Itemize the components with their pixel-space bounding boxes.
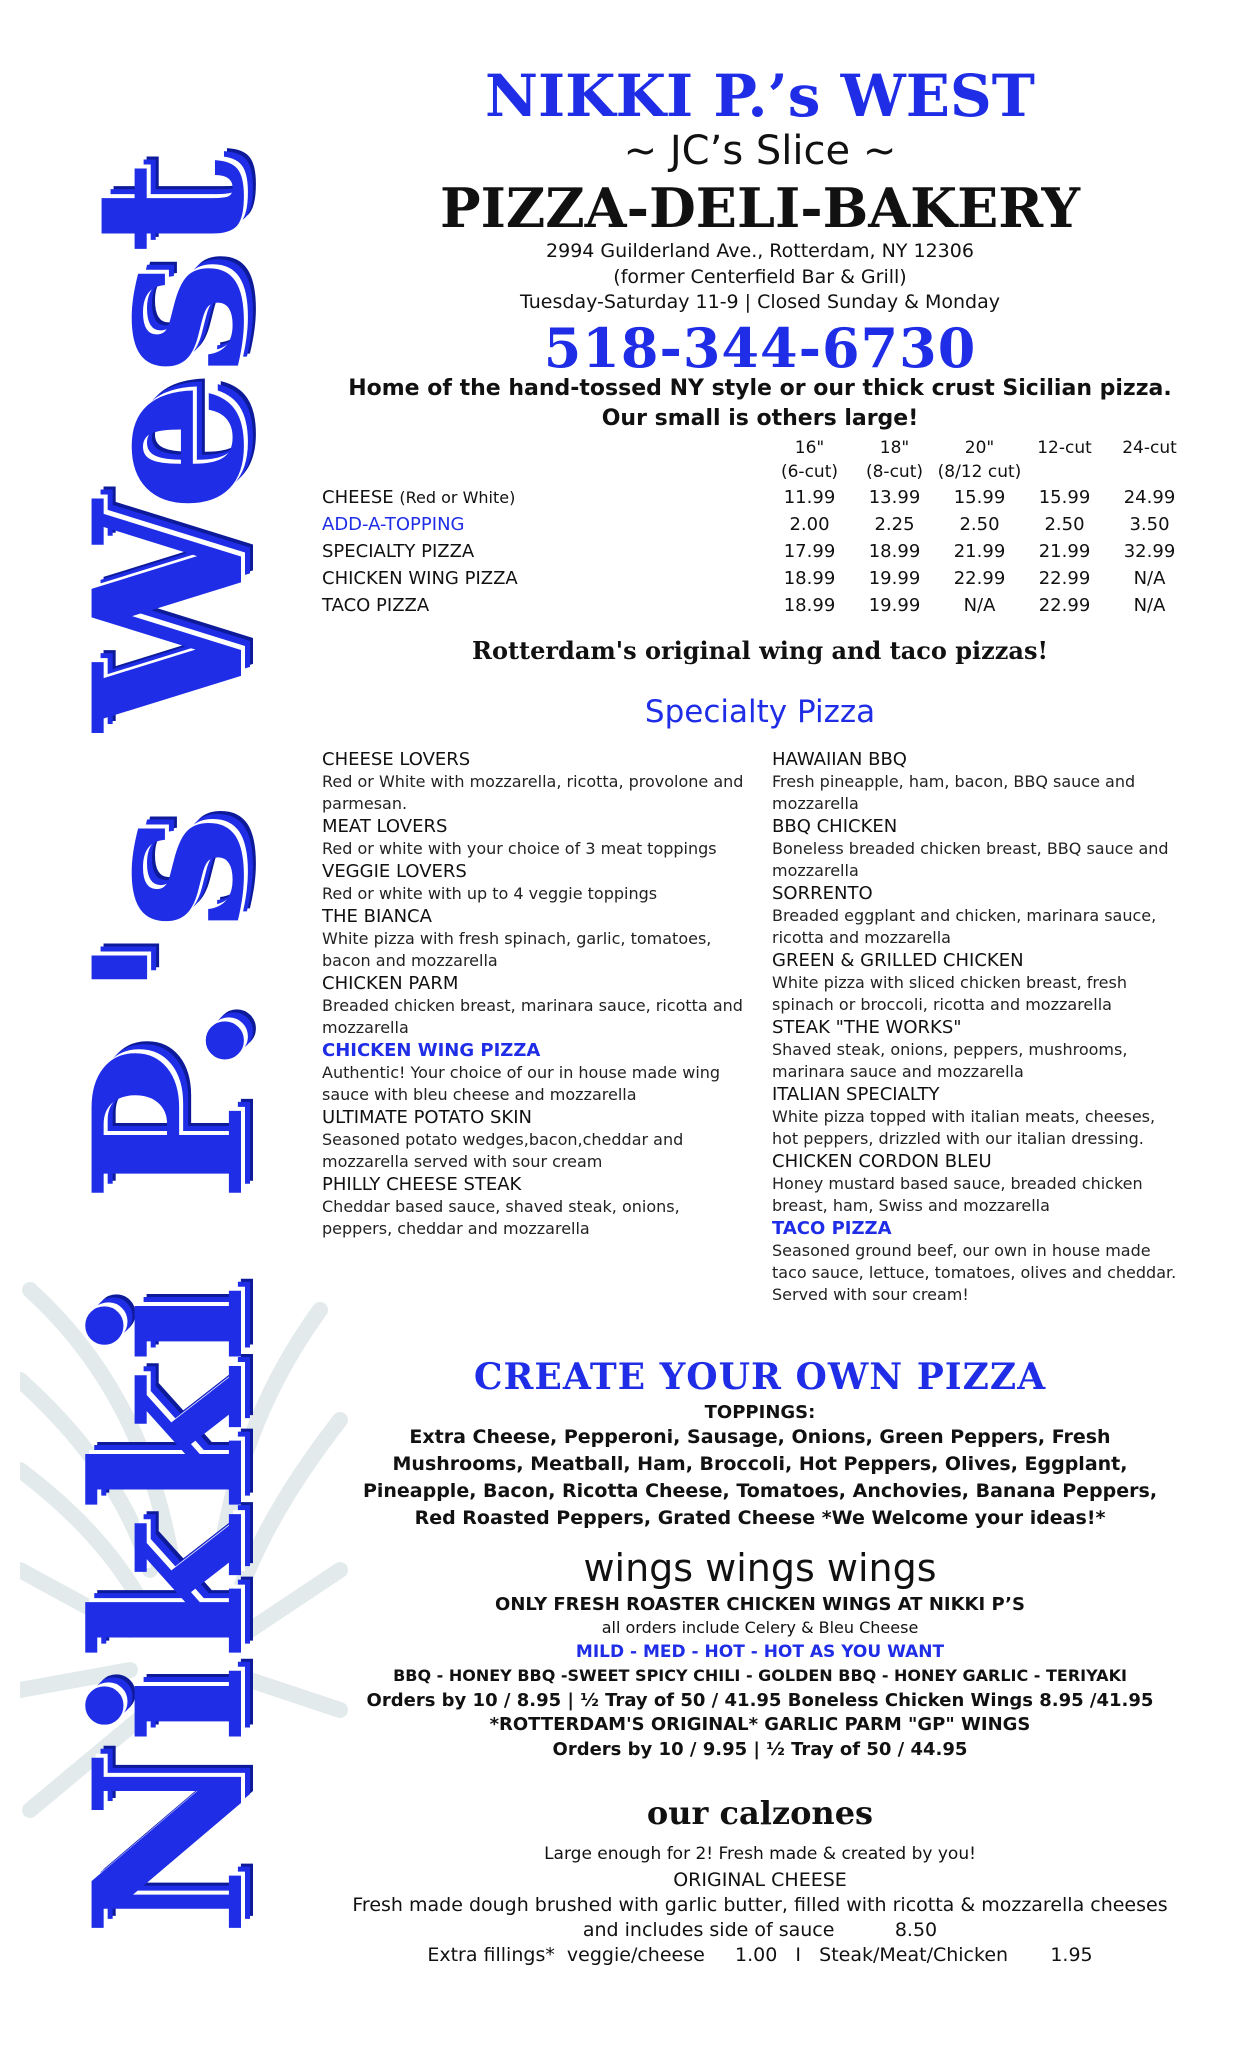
logo-text: Nikki P.'s West — [50, 153, 290, 1937]
item-name: STEAK "THE WORKS" — [772, 1017, 962, 1038]
price-cell: 11.99 — [783, 487, 836, 508]
row-name: SPECIALTY PIZZA — [322, 541, 475, 562]
col-16: 16" — [794, 438, 825, 458]
item-desc: White pizza with sliced chicken breast, fresh spinach or broccoli, ricotta and mozzarella — [772, 973, 1127, 1014]
item-desc: Shaved steak, onions, peppers, mushrooms, marinara sauce and mozzarella — [772, 1040, 1128, 1081]
wings-flavors: BBQ - HONEY BBQ -SWEET SPICY CHILI - GOLDEN BBQ - HONEY GARLIC - TERIYAKI — [393, 1666, 1127, 1685]
item-desc: Breaded eggplant and chicken, marinara sauce, ricotta and mozzarella — [772, 906, 1157, 947]
item-desc: Red or White with mozzarella, ricotta, provolone and parmesan. — [322, 772, 744, 813]
list-item — [772, 815, 1184, 882]
item-name: BBQ CHICKEN — [772, 816, 898, 837]
wings-prices-1: Orders by 10 / 8.95 | ½ Tray of 50 / 41.95 Boneless Chicken Wings 8.95 /41.95 — [366, 1690, 1154, 1711]
list-item — [772, 1083, 1184, 1150]
table-row — [322, 511, 1192, 538]
item-name: HAWAIIAN BBQ — [772, 749, 907, 770]
price-cell: N/A — [1133, 595, 1166, 616]
list-item — [322, 972, 752, 1039]
calzones-line-2: ORIGINAL CHEESE — [673, 1869, 847, 1891]
wings-heat-levels: MILD - MED - HOT - HOT AS YOU WANT — [575, 1642, 945, 1662]
price-cell: 18.99 — [783, 595, 836, 616]
item-desc: Honey mustard based sauce, breaded chicken breast, ham, Swiss and mozzarella — [772, 1174, 1143, 1215]
price-cell: N/A — [963, 595, 996, 616]
price-cell: 22.99 — [953, 568, 1006, 589]
price-cell: 22.99 — [1038, 568, 1091, 589]
category-title: PIZZA-DELI-BAKERY — [439, 176, 1081, 240]
item-name: CHICKEN WING PIZZA — [322, 1040, 541, 1061]
price-cell: 19.99 — [868, 595, 921, 616]
wings-line-1: ONLY FRESH ROASTER CHICKEN WINGS AT NIKKI P’S — [495, 1594, 1025, 1615]
row-name: ADD-A-TOPPING — [322, 514, 465, 535]
list-item — [772, 1217, 1184, 1306]
price-cell: 32.99 — [1123, 541, 1176, 562]
price-cell: 2.25 — [874, 514, 915, 535]
calzones-line-3: Fresh made dough brushed with garlic butter, filled with ricotta & mozzarella cheeses — [352, 1894, 1168, 1916]
vertical-logo — [40, 130, 300, 1960]
item-name: CHEESE LOVERS — [322, 749, 471, 770]
subcol-18: (8-cut) — [865, 462, 923, 482]
item-desc: Authentic! Your choice of our in house made wing sauce with bleu cheese and mozzarella — [322, 1063, 721, 1104]
price-cell: 15.99 — [953, 487, 1006, 508]
subcol-16: (6-cut) — [780, 462, 838, 482]
list-item — [322, 1039, 752, 1106]
toppings-label: TOPPINGS: — [704, 1402, 816, 1423]
price-cell: 21.99 — [1038, 541, 1091, 562]
item-desc: Seasoned ground beef, our own in house made taco sauce, lettuce, tomatoes, olives and cheddar. Served with sour cream! — [772, 1241, 1177, 1304]
row-name: TACO PIZZA — [322, 595, 430, 616]
row-name: CHICKEN WING PIZZA — [322, 568, 518, 589]
address: 2994 Guilderland Ave., Rotterdam, NY 12306 — [546, 240, 974, 262]
table-row — [322, 592, 1192, 619]
specialty-left-column — [322, 748, 752, 1240]
price-cell: 19.99 — [868, 568, 921, 589]
item-name: TACO PIZZA — [772, 1218, 892, 1239]
table-row — [322, 538, 1192, 565]
list-item — [772, 748, 1184, 815]
restaurant-name: NIKKI P.’s WEST — [485, 62, 1035, 130]
subcol-20: (8/12 cut) — [937, 462, 1022, 482]
wings-prices-2: Orders by 10 / 9.95 | ½ Tray of 50 / 44.95 — [552, 1739, 968, 1760]
item-name: CHICKEN PARM — [322, 973, 459, 994]
subcol-24cut — [1107, 460, 1192, 484]
calzones-heading: our calzones — [646, 1794, 874, 1832]
subcol-12cut — [1022, 460, 1107, 484]
phone-number[interactable]: 518-344-6730 — [543, 316, 977, 380]
item-desc: White pizza with fresh spinach, garlic, tomatoes, bacon and mozzarella — [322, 929, 712, 970]
col-12cut: 12-cut — [1037, 438, 1092, 458]
item-desc: White pizza topped with italian meats, cheeses, hot peppers, drizzled with our italian dressing. — [772, 1107, 1156, 1148]
calzones-line-1: Large enough for 2! Fresh made & created by you! — [544, 1844, 976, 1864]
price-header-row — [322, 436, 1192, 460]
price-cell: 13.99 — [868, 487, 921, 508]
table-row — [322, 565, 1192, 592]
wings-heading: wings wings wings — [583, 1546, 937, 1590]
price-cell: 18.99 — [783, 568, 836, 589]
wings-gp: *ROTTERDAM'S ORIGINAL* GARLIC PARM "GP" WINGS — [489, 1714, 1031, 1735]
col-18: 18" — [879, 438, 910, 458]
item-desc: Fresh pineapple, ham, bacon, BBQ sauce and mozzarella — [772, 772, 1136, 813]
col-20: 20" — [964, 438, 995, 458]
list-item — [772, 882, 1184, 949]
former-name: (former Centerfield Bar & Grill) — [613, 266, 907, 288]
col-24cut: 24-cut — [1122, 438, 1177, 458]
row-name: CHEESE — [322, 487, 394, 508]
item-name: MEAT LOVERS — [322, 816, 448, 837]
item-name: GREEN & GRILLED CHICKEN — [772, 950, 1024, 971]
price-cell: 2.50 — [959, 514, 1000, 535]
original-pizzas-line: Rotterdam's original wing and taco pizzas! — [472, 636, 1048, 665]
list-item — [322, 905, 752, 972]
item-desc: Cheddar based sauce, shaved steak, onions, peppers, cheddar and mozzarella — [322, 1197, 680, 1238]
item-name: PHILLY CHEESE STEAK — [322, 1174, 522, 1195]
item-name: THE BIANCA — [322, 906, 432, 927]
list-item — [772, 1016, 1184, 1083]
item-desc: Red or white with up to 4 veggie toppings — [322, 884, 658, 903]
item-desc: Seasoned potato wedges,bacon,cheddar and mozzarella served with sour cream — [322, 1130, 684, 1171]
specialty-heading: Specialty Pizza — [644, 694, 876, 730]
list-item — [772, 949, 1184, 1016]
specialty-right-column — [772, 748, 1184, 1306]
calzones-line-4: and includes side of sauce 8.50 — [582, 1919, 938, 1941]
list-item — [322, 860, 752, 905]
calzones-line-5: Extra fillings* veggie/cheese 1.00 I Steak/Meat/Chicken 1.95 — [427, 1944, 1093, 1966]
price-subheader-row — [322, 460, 1192, 484]
hours: Tuesday-Saturday 11-9 | Closed Sunday & Monday — [520, 291, 1000, 313]
toppings-list: Extra Cheese, Pepperoni, Sausage, Onions, Green Peppers, Fresh Mushrooms, Meatball, Ham, Broccoli, Hot Peppers, Olives, Eggplant, Pineapple, Bacon, Ricotta Cheese, Tomatoes, Anchovies, Banana Peppers, Red Roasted Peppers, Grated Cheese *We Welcome your ideas!* — [362, 1426, 1158, 1529]
list-item — [772, 1150, 1184, 1217]
price-cell: 15.99 — [1038, 487, 1091, 508]
item-name: VEGGIE LOVERS — [322, 861, 467, 882]
price-cell: 2.50 — [1044, 514, 1085, 535]
tagline-2: Our small is others large! — [601, 406, 919, 431]
price-cell: N/A — [1133, 568, 1166, 589]
price-cell: 22.99 — [1038, 595, 1091, 616]
item-name: SORRENTO — [772, 883, 873, 904]
price-cell: 3.50 — [1129, 514, 1170, 535]
price-cell: 24.99 — [1123, 487, 1176, 508]
item-desc: Red or white with your choice of 3 meat toppings — [322, 839, 717, 858]
item-name: ITALIAN SPECIALTY — [772, 1084, 940, 1105]
subtitle: ~ JC’s Slice ~ — [623, 128, 897, 174]
item-name: CHICKEN CORDON BLEU — [772, 1151, 992, 1172]
list-item — [322, 748, 752, 815]
item-desc: Boneless breaded chicken breast, BBQ sauce and mozzarella — [772, 839, 1169, 880]
tagline-1: Home of the hand-tossed NY style or our thick crust Sicilian pizza. — [348, 376, 1172, 401]
item-desc: Breaded chicken breast, marinara sauce, ricotta and mozzarella — [322, 996, 743, 1037]
table-row — [322, 484, 1192, 511]
list-item — [322, 815, 752, 860]
create-your-own-heading: CREATE YOUR OWN PIZZA — [473, 1356, 1047, 1398]
list-item — [322, 1106, 752, 1173]
price-cell: 21.99 — [953, 541, 1006, 562]
list-item — [322, 1173, 752, 1240]
price-cell: 17.99 — [783, 541, 836, 562]
price-table — [322, 436, 1192, 619]
price-cell: 2.00 — [789, 514, 830, 535]
row-note: (Red or White) — [399, 488, 516, 507]
wings-line-2: all orders include Celery & Bleu Cheese — [601, 1618, 919, 1637]
item-name: ULTIMATE POTATO SKIN — [322, 1107, 532, 1128]
price-cell: 18.99 — [868, 541, 921, 562]
